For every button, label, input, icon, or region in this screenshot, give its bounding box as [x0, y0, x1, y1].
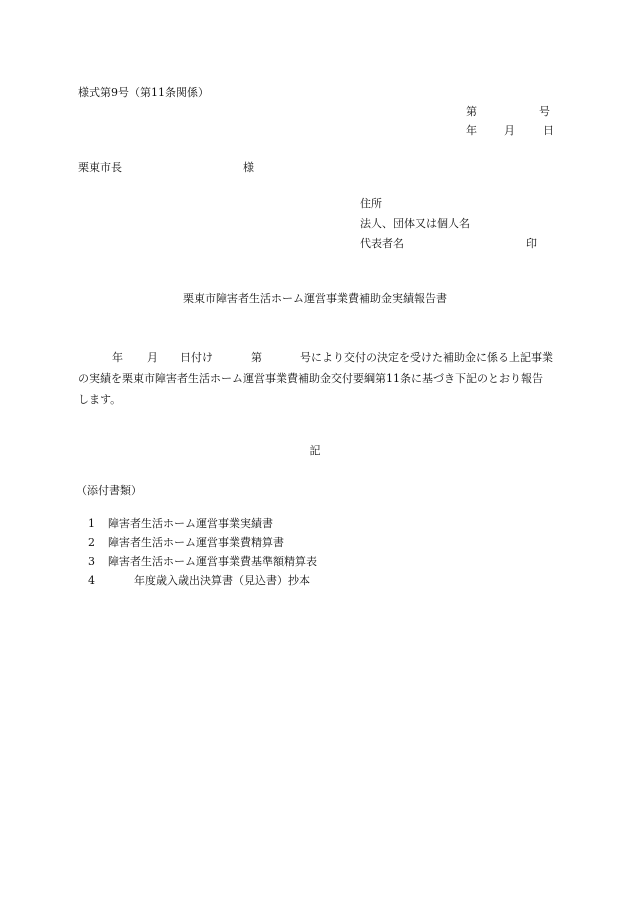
list-item [88, 516, 317, 535]
body-text: 号により交付の決定を受けた補助金に係る上記事業の実績を栗東市障害者生活ホーム運営事業費補助金交付要綱第11条に基づき下記のとおり報告します。 [78, 351, 553, 406]
addressee-honorific: 様 [243, 161, 254, 174]
seal-mark: 印 [526, 237, 537, 250]
sender-rep-label: 代表者名 [360, 237, 404, 250]
list-item-number: 4 [88, 574, 95, 587]
list-item [88, 535, 317, 554]
list-item [88, 554, 317, 573]
document-title: 栗東市障害者生活ホーム運営事業費補助金実績報告書 [183, 292, 447, 305]
body-month: 月 [147, 351, 158, 364]
list-item-number: 1 [88, 517, 95, 530]
attachments-list [88, 516, 317, 592]
date-line [466, 123, 554, 138]
number-suffix: 号 [539, 105, 550, 118]
list-item-text: 障害者生活ホーム運営事業費基準額精算表 [108, 555, 317, 568]
sender-entity-label: 法人、団体又は個人名 [360, 217, 470, 230]
addressee [78, 160, 254, 175]
body-year: 年 [112, 351, 123, 364]
body-dai: 第 [251, 351, 262, 364]
date-day: 日 [543, 124, 554, 137]
number-prefix: 第 [466, 105, 477, 118]
addressee-name: 栗東市長 [78, 161, 122, 174]
sender-block [360, 196, 537, 256]
date-month: 月 [504, 124, 515, 137]
body-paragraph [78, 347, 553, 410]
list-item [88, 573, 317, 592]
list-item-number: 2 [88, 536, 95, 549]
body-dated: 日付け [180, 351, 213, 364]
ki-heading: 記 [309, 444, 321, 457]
list-item-text: 障害者生活ホーム運営事業費精算書 [108, 536, 284, 549]
list-item-text: 障害者生活ホーム運営事業実績書 [108, 517, 273, 530]
date-year: 年 [466, 124, 477, 137]
list-item-text: 年度歳入歳出決算書（見込書）抄本 [134, 574, 310, 587]
list-item-number: 3 [88, 555, 95, 568]
form-id: 様式第9号（第11条関係） [78, 86, 209, 99]
attachments-heading: （添付書類） [76, 484, 142, 497]
sender-address-label: 住所 [360, 197, 382, 210]
